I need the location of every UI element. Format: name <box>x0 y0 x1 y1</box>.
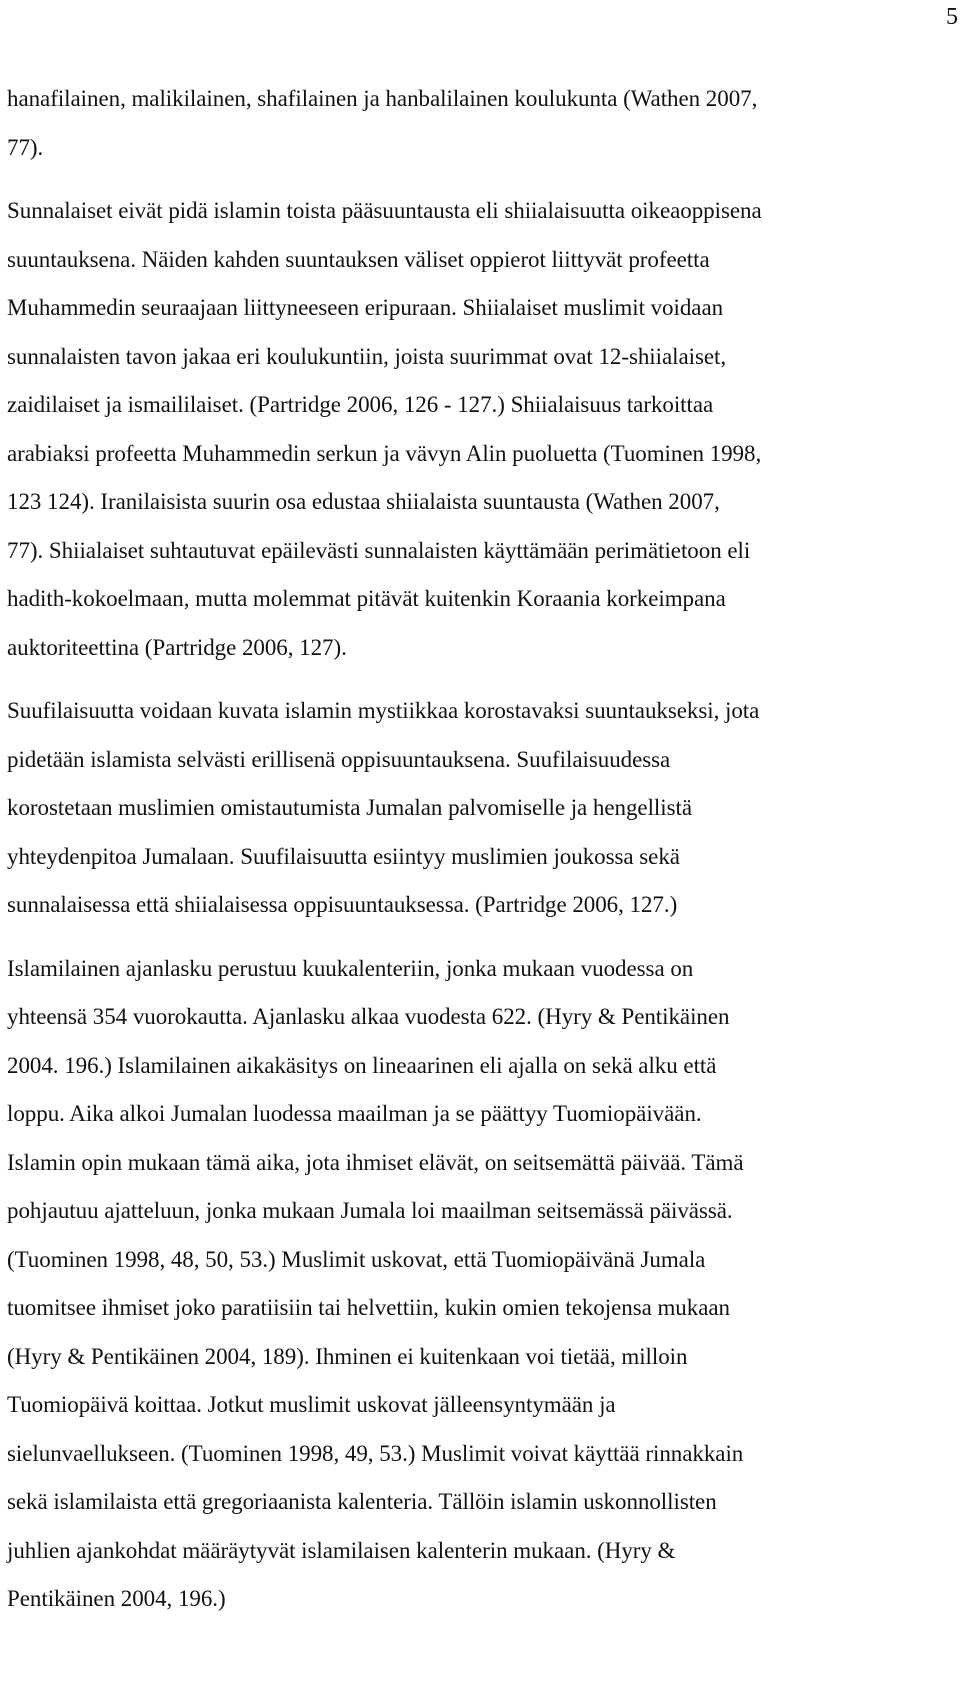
text-line: Muhammedin seuraajaan liittyneeseen eripuraan. Shiialaiset muslimit voidaan <box>7 295 724 320</box>
text-line: loppu. Aika alkoi Jumalan luodessa maailman ja se päättyy Tuomiopäivään. <box>7 1101 702 1126</box>
text-line: Tuomiopäivä koittaa. Jotkut muslimit uskovat jälleensyntymään ja <box>7 1392 616 1417</box>
text-line: Islamilainen ajanlasku perustuu kuukalenteriin, jonka mukaan vuodessa on <box>7 955 694 981</box>
paragraph <box>7 945 942 1624</box>
text-line: sunnalaisessa että shiialaisessa oppisuuntauksessa. (Partridge 2006, 127.) <box>7 892 678 917</box>
text-line: sielunvaellukseen. (Tuominen 1998, 49, 53.) Muslimit voivat käyttää rinnakkain <box>7 1440 744 1466</box>
text-line: hanafilainen, malikilainen, shafilainen ja hanbalilainen koulukunta (Wathen 2007, <box>7 86 758 111</box>
text-line: auktoriteettina (Partridge 2006, 127). <box>7 634 347 660</box>
text-line: hadith-kokoelmaan, mutta molemmat pitävät kuitenkin Koraania korkeimpana <box>7 586 726 611</box>
text-line: arabiaksi profeetta Muhammedin serkun ja vävyn Alin puoluetta (Tuominen 1998, <box>7 440 762 466</box>
text-line: Islamin opin mukaan tämä aika, jota ihmiset elävät, on seitsemättä päivää. Tämä <box>7 1149 744 1175</box>
text-line: Pentikäinen 2004, 196.) <box>7 1586 226 1611</box>
paragraph <box>7 687 942 930</box>
body-text <box>7 75 942 1624</box>
text-line: sunnalaisten tavon jakaa eri koulukuntiin, joista suurimmat ovat 12-shiialaiset, <box>7 343 727 369</box>
paragraph <box>7 187 942 672</box>
text-line: tuomitsee ihmiset joko paratiisiin tai helvettiin, kukin omien tekojensa mukaan <box>7 1295 730 1320</box>
text-line: (Hyry & Pentikäinen 2004, 189). Ihminen ei kuitenkaan voi tietää, milloin <box>7 1343 688 1369</box>
text-line: korostetaan muslimien omistautumista Jumalan palvomiselle ja hengellistä <box>7 795 692 820</box>
text-line: juhlien ajankohdat määräytyvät islamilaisen kalenterin mukaan. (Hyry & <box>7 1537 676 1563</box>
page-number: 5 <box>946 4 958 30</box>
paragraph <box>7 75 942 172</box>
text-line: suuntauksena. Näiden kahden suuntauksen väliset oppierot liittyvät profeetta <box>7 246 710 272</box>
text-line: 77). <box>7 134 44 160</box>
text-line: (Tuominen 1998, 48, 50, 53.) Muslimit uskovat, että Tuomiopäivänä Jumala <box>7 1246 706 1272</box>
text-line: pidetään islamista selvästi erillisenä oppisuuntauksena. Suufilaisuudessa <box>7 746 671 772</box>
text-line: zaidilaiset ja ismaililaiset. (Partridge 2006, 126 - 127.) Shiialaisuus tarkoittaa <box>7 392 714 417</box>
text-line: yhteensä 354 vuorokautta. Ajanlasku alkaa vuodesta 622. (Hyry & Pentikäinen <box>7 1004 730 1029</box>
text-line: 123 124). Iranilaisista suurin osa edustaa shiialaista suuntausta (Wathen 2007, <box>7 489 720 514</box>
text-line: Sunnalaiset eivät pidä islamin toista pääsuuntausta eli shiialaisuutta oikeaoppisena <box>7 198 762 223</box>
text-line: 77). Shiialaiset suhtautuvat epäilevästi sunnalaisten käyttämään perimätietoon eli <box>7 537 751 563</box>
text-line: pohjautuu ajatteluun, jonka mukaan Jumala loi maailman seitsemässä päivässä. <box>7 1198 733 1223</box>
text-line: yhteydenpitoa Jumalaan. Suufilaisuutta esiintyy muslimien joukossa sekä <box>7 843 680 869</box>
text-line: sekä islamilaista että gregoriaanista kalenteria. Tällöin islamin uskonnollisten <box>7 1489 717 1514</box>
text-line: 2004. 196.) Islamilainen aikakäsitys on lineaarinen eli ajalla on sekä alku että <box>7 1052 717 1078</box>
text-line: Suufilaisuutta voidaan kuvata islamin mystiikkaa korostavaksi suuntaukseksi, jota <box>7 698 760 723</box>
